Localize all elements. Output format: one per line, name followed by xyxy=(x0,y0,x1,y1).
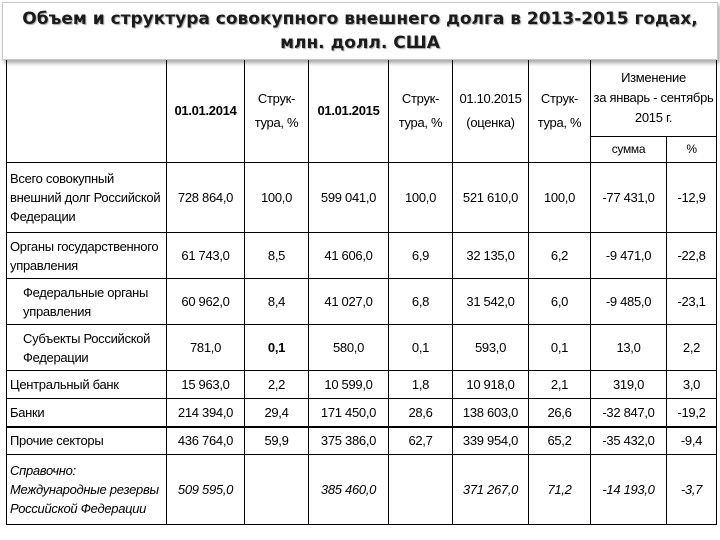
cell-value xyxy=(389,455,453,525)
header-date-oct-2015 xyxy=(453,59,529,163)
cell-value: 60 962,0 xyxy=(167,279,245,325)
row-label: Прочие секторы xyxy=(7,427,167,455)
row-label: Центральный банк xyxy=(7,371,167,399)
table-row xyxy=(7,279,717,325)
cell-value: 32 135,0 xyxy=(453,233,529,279)
header-date-oct-2015-line2: (оценка) xyxy=(466,114,515,130)
cell-value: 6,9 xyxy=(389,233,453,279)
cell-value: 375 386,0 xyxy=(309,427,389,455)
cell-value: 61 743,0 xyxy=(167,233,245,279)
row-label: Органы государственного управления xyxy=(7,233,167,279)
cell-value: 171 450,0 xyxy=(309,399,389,427)
table-row xyxy=(7,325,717,371)
cell-value: 2,2 xyxy=(667,325,717,371)
cell-value: 6,0 xyxy=(529,279,591,325)
header-structure-2015 xyxy=(389,59,453,163)
header-row xyxy=(7,59,717,137)
cell-value: -9 485,0 xyxy=(591,279,667,325)
slide-title: Объем и структура совокупного внешнего долга в 2013-2015 годах, млн. долл. США xyxy=(22,9,698,53)
subheader-percent: % xyxy=(667,137,717,163)
header-change xyxy=(591,59,717,137)
cell-value: 10 918,0 xyxy=(453,371,529,399)
cell-value: 71,2 xyxy=(529,455,591,525)
cell-value: -22,8 xyxy=(667,233,717,279)
row-label: Федеральные органы управления xyxy=(7,279,167,325)
row-label: Банки xyxy=(7,399,167,427)
cell-value: 214 394,0 xyxy=(167,399,245,427)
cell-value: 65,2 xyxy=(529,427,591,455)
cell-value: 339 954,0 xyxy=(453,427,529,455)
table-row xyxy=(7,371,717,399)
cell-value: -14 193,0 xyxy=(591,455,667,525)
row-label: Справочно: Международные резервы Российской Федерации xyxy=(7,455,167,525)
cell-value: -9,4 xyxy=(667,427,717,455)
cell-value: 436 764,0 xyxy=(167,427,245,455)
cell-value: 8,5 xyxy=(245,233,309,279)
cell-value: 13,0 xyxy=(591,325,667,371)
cell-value: 138 603,0 xyxy=(453,399,529,427)
cell-value: 41 027,0 xyxy=(309,279,389,325)
header-change-line3: 2015 г. xyxy=(634,109,673,125)
header-structure-2014-line1: Струк- xyxy=(257,90,296,106)
cell-value: 1,8 xyxy=(389,371,453,399)
header-structure-2015-line2: тура, % xyxy=(398,114,443,130)
cell-value xyxy=(245,455,309,525)
header-structure-oct-2015-line2: тура, % xyxy=(537,114,582,130)
cell-value: 28,6 xyxy=(389,399,453,427)
external-debt-table xyxy=(6,58,717,525)
cell-value: 29,4 xyxy=(245,399,309,427)
cell-value: 385 460,0 xyxy=(309,455,389,525)
subheader-sum: сумма xyxy=(591,137,667,163)
header-change-line1: Изменение xyxy=(621,69,686,85)
cell-value: -23,1 xyxy=(667,279,717,325)
cell-value: 521 610,0 xyxy=(453,163,529,233)
cell-value: 31 542,0 xyxy=(453,279,529,325)
cell-value: 59,9 xyxy=(245,427,309,455)
cell-value: 371 267,0 xyxy=(453,455,529,525)
table-row xyxy=(7,427,717,455)
cell-value: 509 595,0 xyxy=(167,455,245,525)
header-date-oct-2015-line1: 01.10.2015 xyxy=(459,90,522,106)
table-row xyxy=(7,233,717,279)
table-row xyxy=(7,455,717,525)
cell-value: -19,2 xyxy=(667,399,717,427)
cell-value: 100,0 xyxy=(245,163,309,233)
header-date-2014: 01.01.2014 xyxy=(167,59,245,163)
cell-value: 2,2 xyxy=(245,371,309,399)
header-change-line2: за январь - сентябрь xyxy=(593,89,714,105)
row-label: Всего совокупный внешний долг Российской Федерации xyxy=(7,163,167,233)
slide-title-box xyxy=(2,2,718,60)
cell-value: 100,0 xyxy=(529,163,591,233)
cell-value: 62,7 xyxy=(389,427,453,455)
cell-value: 6,8 xyxy=(389,279,453,325)
header-structure-2014 xyxy=(245,59,309,163)
cell-value: -77 431,0 xyxy=(591,163,667,233)
cell-value: 26,6 xyxy=(529,399,591,427)
cell-value: -12,9 xyxy=(667,163,717,233)
header-structure-2015-line1: Струк- xyxy=(401,90,440,106)
cell-value: -32 847,0 xyxy=(591,399,667,427)
header-structure-oct-2015-line1: Струк- xyxy=(540,90,579,106)
debt-table-container xyxy=(6,58,716,530)
cell-value: 0,1 xyxy=(529,325,591,371)
cell-value: 8,4 xyxy=(245,279,309,325)
cell-value: 10 599,0 xyxy=(309,371,389,399)
cell-value: 580,0 xyxy=(309,325,389,371)
cell-value: -9 471,0 xyxy=(591,233,667,279)
cell-value: 0,1 xyxy=(389,325,453,371)
cell-value: 15 963,0 xyxy=(167,371,245,399)
cell-value: -3,7 xyxy=(667,455,717,525)
cell-value: 781,0 xyxy=(167,325,245,371)
cell-value: 41 606,0 xyxy=(309,233,389,279)
cell-value: 0,1 xyxy=(245,325,309,371)
cell-value: -35 432,0 xyxy=(591,427,667,455)
cell-value: 6,2 xyxy=(529,233,591,279)
cell-value: 100,0 xyxy=(389,163,453,233)
cell-value: 728 864,0 xyxy=(167,163,245,233)
header-empty-cell xyxy=(7,59,167,163)
cell-value: 3,0 xyxy=(667,371,717,399)
row-label: Субъекты Российской Федерации xyxy=(7,325,167,371)
header-structure-2014-line2: тура, % xyxy=(254,114,299,130)
header-date-2015: 01.01.2015 xyxy=(309,59,389,163)
cell-value: 599 041,0 xyxy=(309,163,389,233)
cell-value: 593,0 xyxy=(453,325,529,371)
cell-value: 2,1 xyxy=(529,371,591,399)
table-row xyxy=(7,399,717,427)
table-row xyxy=(7,163,717,233)
cell-value: 319,0 xyxy=(591,371,667,399)
header-structure-oct-2015 xyxy=(529,59,591,163)
